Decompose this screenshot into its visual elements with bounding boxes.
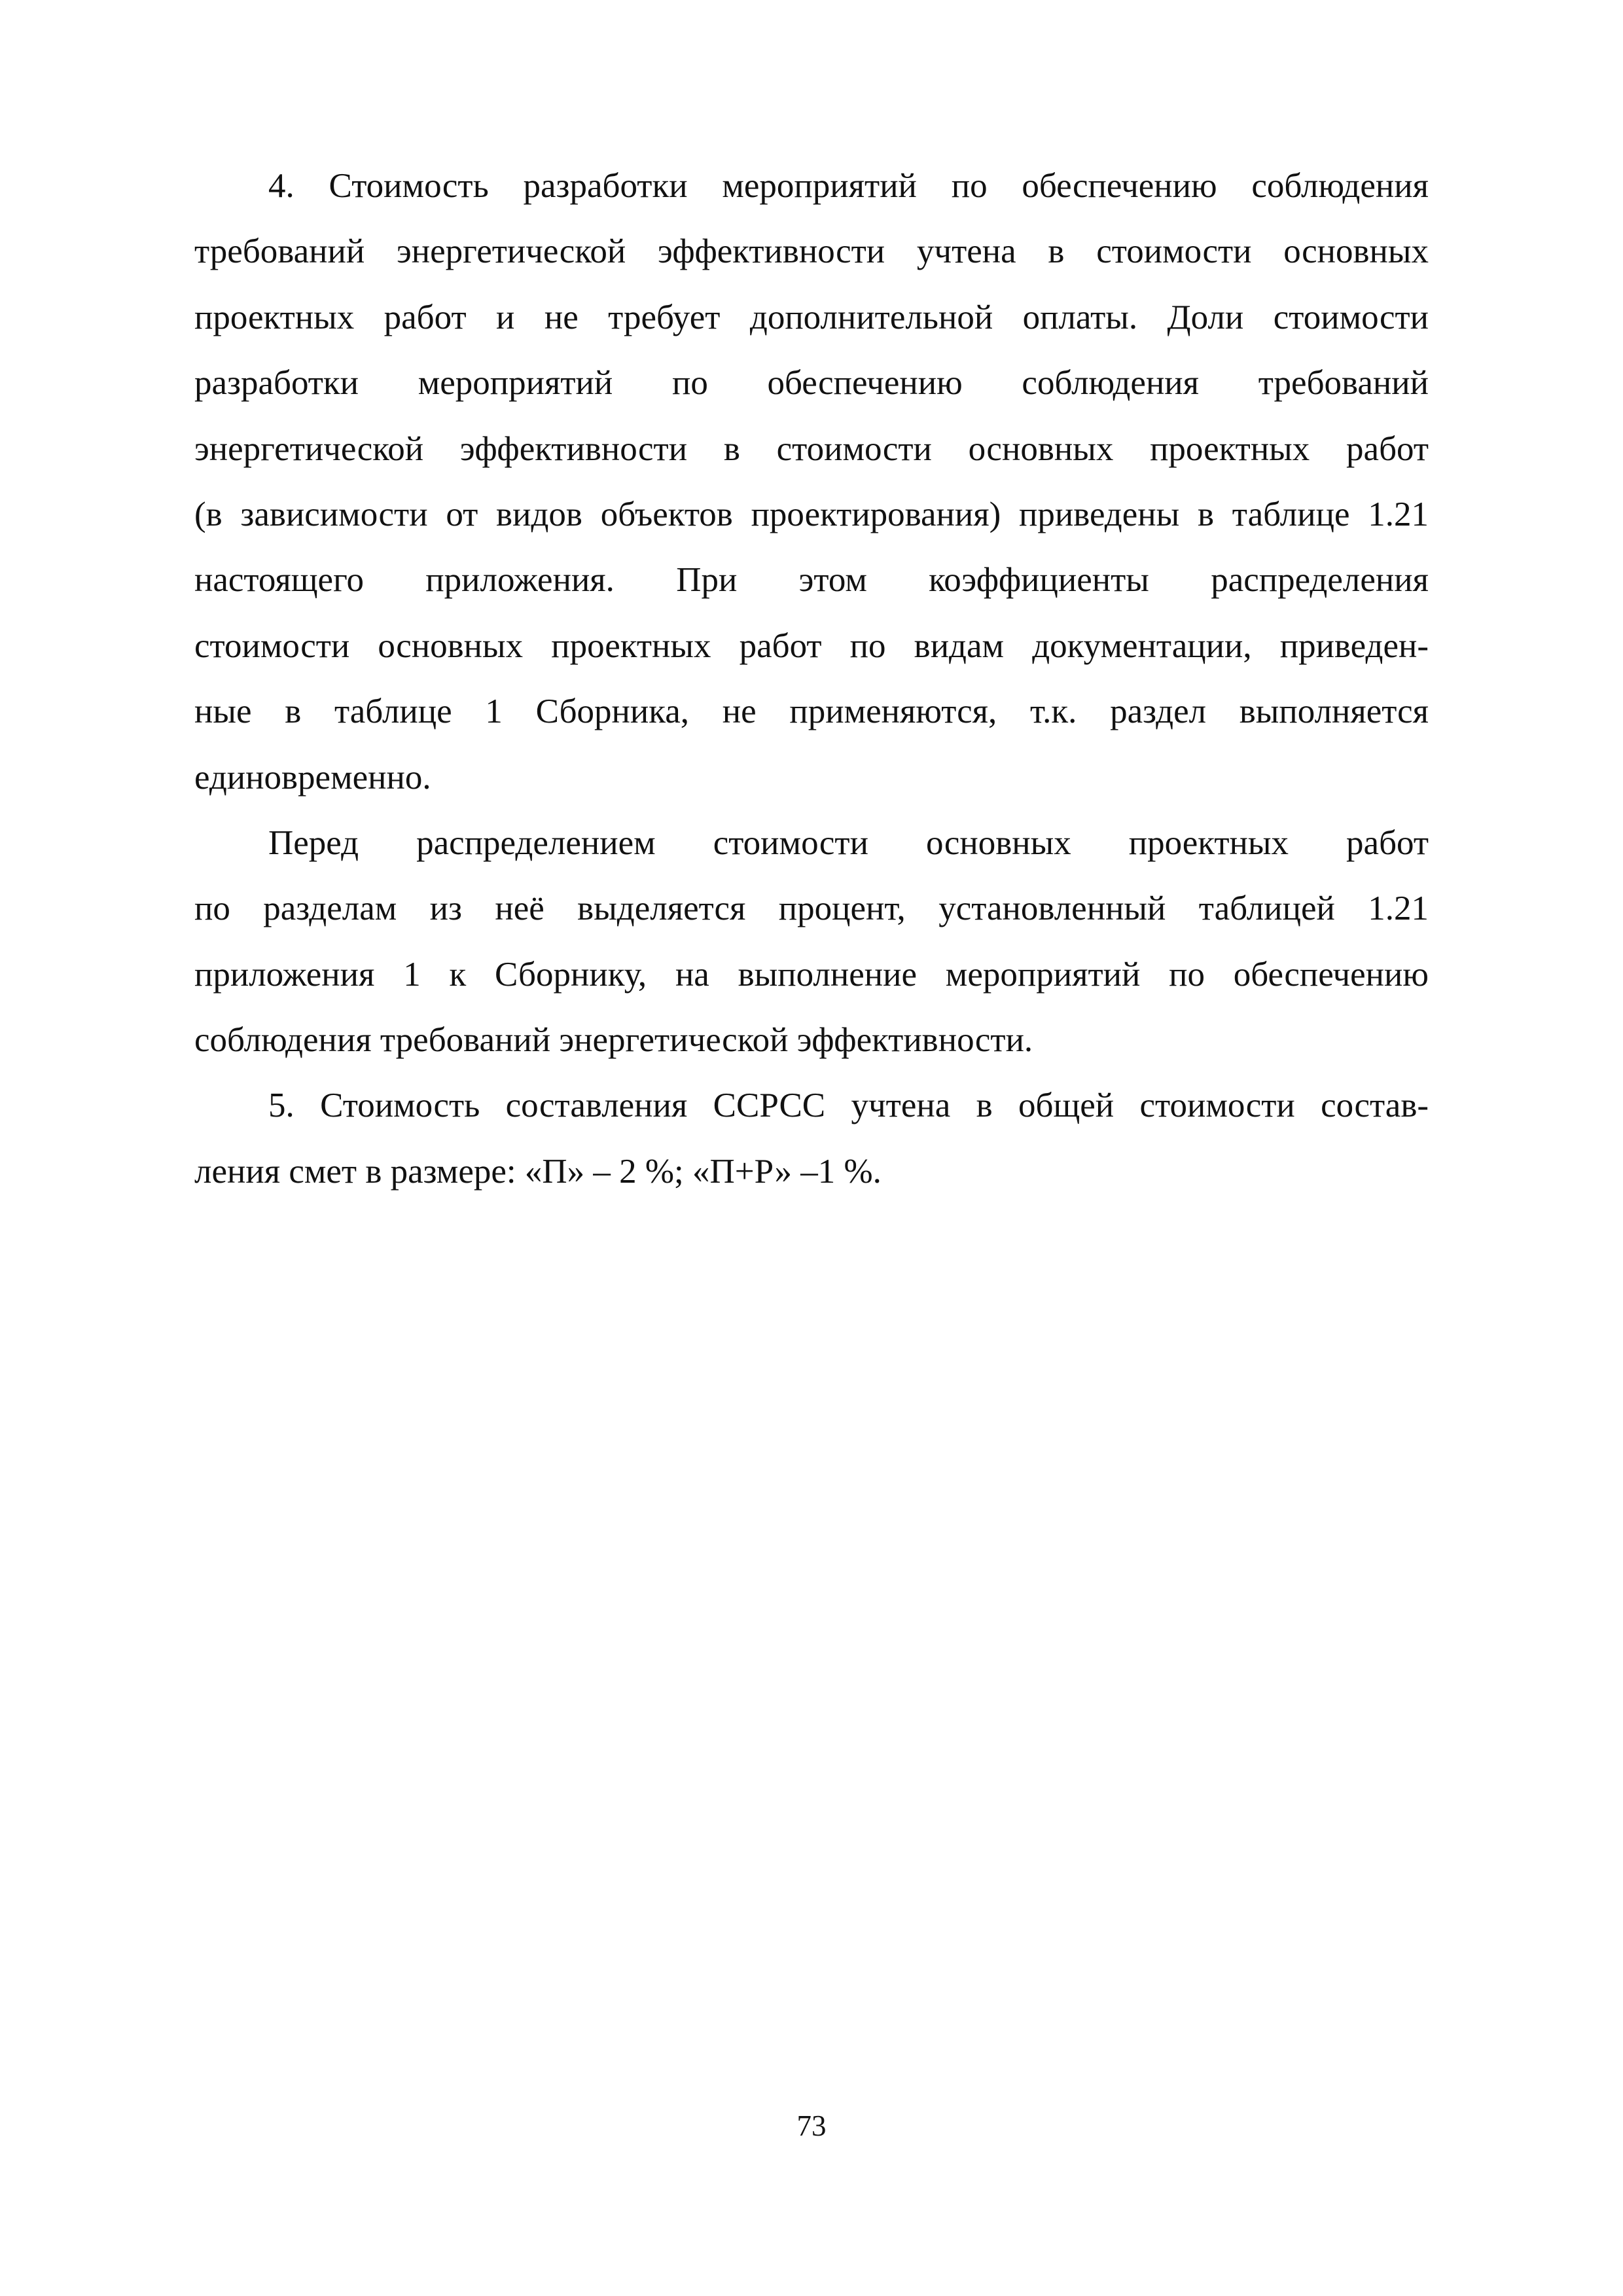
- text-line: по разделам из неё выделяется процент, установленный таблицей 1.21: [194, 889, 1429, 928]
- text-line: ные в таблице 1 Сборника, не применяются, т.к. раздел выполняется: [194, 692, 1429, 731]
- text-line: приложения 1 к Сборнику, на выполнение мероприятий по обеспечению: [194, 955, 1429, 994]
- text-line: (в зависимости от видов объектов проектирования) приведены в таблице 1.21: [194, 495, 1429, 533]
- text-line: ления смет в размере: «П» – 2 %; «П+Р» –1 %.: [194, 1152, 882, 1191]
- text-line: 4. Стоимость разработки мероприятий по обеспечению соблюдения: [268, 167, 1429, 205]
- paragraph-item-4: [194, 153, 1429, 810]
- text-line: энергетической эффективности в стоимости основных проектных работ: [194, 429, 1429, 468]
- body-text: [194, 153, 1429, 1204]
- text-line: 5. Стоимость составления ССРСС учтена в общей стоимости состав-: [268, 1086, 1429, 1125]
- text-line: разработки мероприятий по обеспечению соблюдения требований: [194, 364, 1429, 403]
- paragraph-item-5: [194, 1073, 1429, 1204]
- text-line: соблюдения требований энергетической эффективности.: [194, 1021, 1033, 1060]
- paragraph-distribution: [194, 810, 1429, 1073]
- text-line: проектных работ и не требует дополнительной оплаты. Доли стоимости: [194, 298, 1429, 336]
- text-line: требований энергетической эффективности учтена в стоимости основных: [194, 232, 1429, 271]
- page-number: 73: [796, 2109, 827, 2142]
- text-line: настоящего приложения. При этом коэффициенты распределения: [194, 561, 1429, 600]
- text-line: единовременно.: [194, 758, 431, 797]
- text-line: стоимости основных проектных работ по видам документации, приведен-: [194, 626, 1429, 665]
- text-line: Перед распределением стоимости основных проектных работ: [268, 823, 1429, 862]
